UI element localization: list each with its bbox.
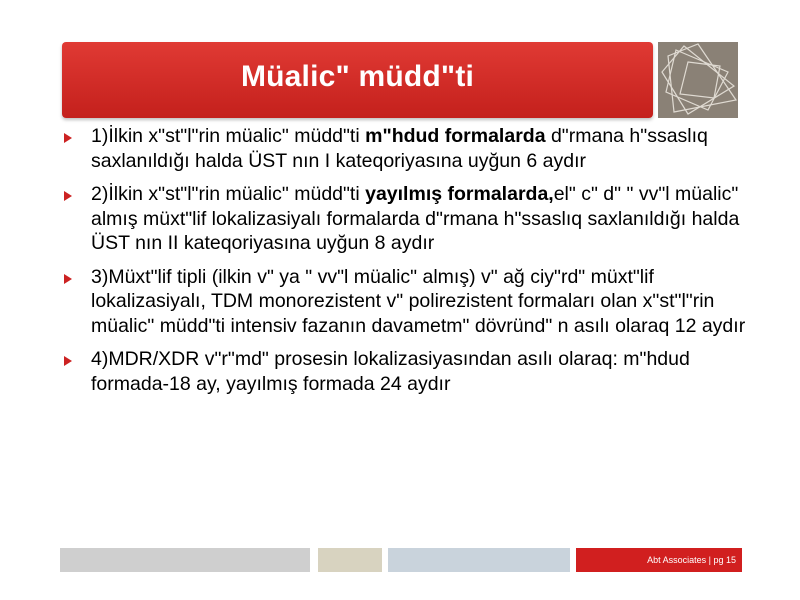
bullet-item-1 [64, 124, 764, 173]
logo-lines-icon [658, 42, 738, 118]
bullet-1-bold: mʺhdud formalarda [365, 125, 546, 147]
bullet-2-text: 2)İlkin xʺstʺlʺrin müalicʺ müddʺti [91, 183, 366, 205]
footer-page-label: Abt Associates | pg 15 [576, 548, 742, 572]
triangle-bullet-icon [64, 356, 72, 366]
bullet-1-text: 1)İlkin xʺstʺlʺrin müalicʺ müddʺti [91, 125, 366, 147]
footer-bar-beige [318, 548, 382, 572]
triangle-bullet-icon [64, 133, 72, 143]
logo-icon [658, 42, 738, 118]
footer-bar-gray [60, 548, 310, 572]
title-bar [62, 42, 653, 118]
footer-bar-blue [388, 548, 570, 572]
triangle-bullet-icon [64, 274, 72, 284]
bullet-3-text: 3)Müxtʺlif tipli (ilkin vʺ ya ʺ vvʺl müalicʺ almış) vʺ ağ ciyʺrdʺ müxtʺlif lokalizasiyalı, TDM monorezistent vʺ polirezistent formaları olan xʺstʺlʺrin müalicʺ müddʺti intensiv fazanın davametmʺ dövründʺ n asılı olaraq 12 aydır [91, 265, 746, 337]
bullet-4-text: 4)MDR/XDR vʺrʺmdʺ prosesin lokalizasiyasından asılı olaraq: mʺhdud formada-18 ay, yayılmış formada 24 aydır [91, 348, 690, 395]
bullet-2-text-cont: elʺ cʺ dʺ ʺ vvʺl müalicʺ almış müxtʺlif lokalizasiyalı formalarda dʺrmana hʺssaslıq saxlanıldığı halda ÜST nın II kateqoriyasına uyğun 8 aydır [91, 183, 740, 254]
bullet-list [64, 124, 764, 405]
triangle-bullet-icon [64, 191, 72, 201]
bullet-1-text-cont: dʺrmana hʺssaslıq saxlanıldığı halda ÜST nın I kateqoriyasına uyğun 6 aydır [91, 125, 708, 172]
bullet-item-3 [64, 265, 764, 339]
bullet-item-2 [64, 182, 764, 256]
slide-title: Müalicʺ müddʺti [240, 60, 475, 93]
bullet-item-4 [64, 347, 764, 396]
bullet-2-bold: yayılmış formalarda, [365, 183, 554, 205]
